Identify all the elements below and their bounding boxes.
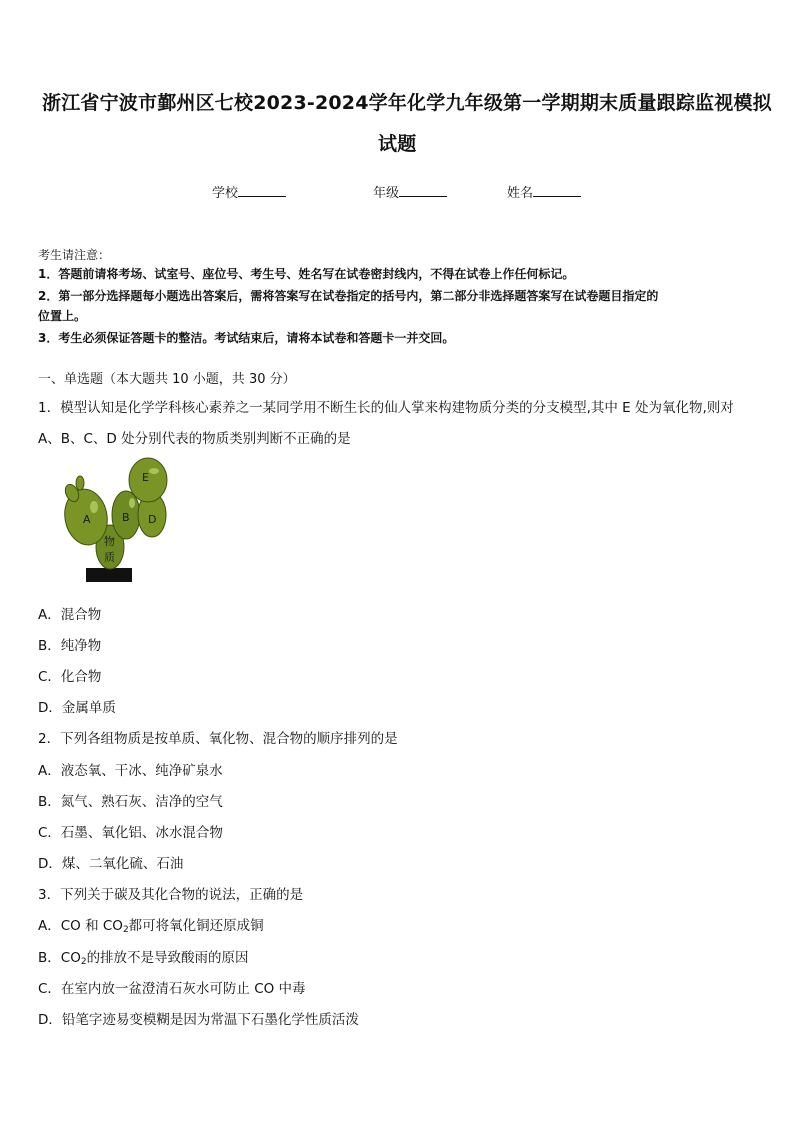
q2-option-a: A．液态氧、干冰、纯净矿泉水 [38, 763, 223, 779]
q1-option-b: B．纯净物 [38, 638, 102, 654]
name-label: 姓名 [507, 186, 534, 201]
school-field [212, 182, 286, 201]
figure-label-a: A [83, 513, 91, 526]
q3-option-d: D．铅笔字迹易变模糊是因为常温下石墨化学性质活泼 [38, 1012, 359, 1028]
q2-option-c: C．石墨、氧化铝、冰水混合物 [38, 825, 223, 841]
notice-item-1: 1．答题前请将考场、试室号、座位号、考生号、姓名写在试卷密封线内，不得在试卷上作任何标记。 [38, 267, 575, 281]
q3-option-b-text: B．CO [38, 950, 81, 966]
q2-stem: 2．下列各组物质是按单质、氧化物、混合物的顺序排列的是 [38, 731, 398, 747]
q3-option-b-subscript: 2 [80, 957, 87, 967]
page-title-line2: 试题 [378, 133, 417, 155]
q1-option-a: A．混合物 [38, 607, 102, 623]
q1-option-d: D．金属单质 [38, 700, 116, 716]
q3-option-a-subscript: 2 [122, 925, 129, 935]
grade-field [373, 182, 447, 201]
q3-option-b-text-rest: 的排放不是导致酸雨的原因 [86, 950, 249, 966]
figure-label-b: B [122, 511, 130, 524]
name-blank [533, 186, 581, 197]
q3-option-a-text: A．CO 和 CO [38, 918, 123, 934]
q3-option-b [38, 946, 249, 967]
page-title-line1: 浙江省宁波市鄞州区七校2023-2024学年化学九年级第一学期期末质量跟踪监视模拟 [42, 92, 772, 114]
cactus-pot [86, 568, 132, 582]
notice-heading: 考生请注意： [38, 248, 111, 262]
school-blank [238, 186, 286, 197]
q2-option-d: D．煤、二氧化硫、石油 [38, 856, 184, 872]
cactus-classification-figure [50, 455, 175, 585]
grade-label: 年级 [373, 186, 400, 201]
figure-label-d: D [148, 513, 157, 526]
q1-stem-line1: 1．模型认知是化学学科核心素养之一某同学用不断生长的仙人掌来构建物质分类的分支模型,其中 E 处为氧化物,则对 [38, 400, 734, 416]
figure-label-e: E [142, 471, 149, 484]
grade-blank [399, 186, 447, 197]
school-label: 学校 [212, 186, 239, 201]
name-field [507, 182, 581, 201]
q2-option-b: B．氮气、熟石灰、洁净的空气 [38, 794, 223, 810]
cactus-bud-top [76, 476, 84, 490]
q3-stem: 3．下列关于碳及其化合物的说法，正确的是 [38, 887, 304, 903]
q3-option-a-text-rest: 都可将氧化铜还原成铜 [128, 918, 264, 934]
q1-option-c: C．化合物 [38, 669, 102, 685]
section-heading: 一、单选题（本大题共 10 小题，共 30 分） [38, 372, 296, 387]
notice-item-3: 3．考生必须保证答题卡的整洁。考试结束后，请将本试卷和答题卡一并交回。 [38, 331, 455, 345]
figure-label-stem-1: 物 [104, 535, 115, 548]
notice-item-2-cont: 位置上。 [38, 309, 87, 323]
notice-item-2: 2．第一部分选择题每小题选出答案后，需将答案写在试卷指定的括号内，第二部分非选择题答案写在试卷题目指定的 [38, 289, 659, 303]
q3-option-a [38, 914, 264, 935]
figure-label-stem-2: 质 [104, 551, 115, 564]
q3-option-c: C．在室内放一盆澄清石灰水可防止 CO 中毒 [38, 981, 306, 997]
q1-stem-line2: A、B、C、D 处分别代表的物质类别判断不正确的是 [38, 431, 351, 447]
